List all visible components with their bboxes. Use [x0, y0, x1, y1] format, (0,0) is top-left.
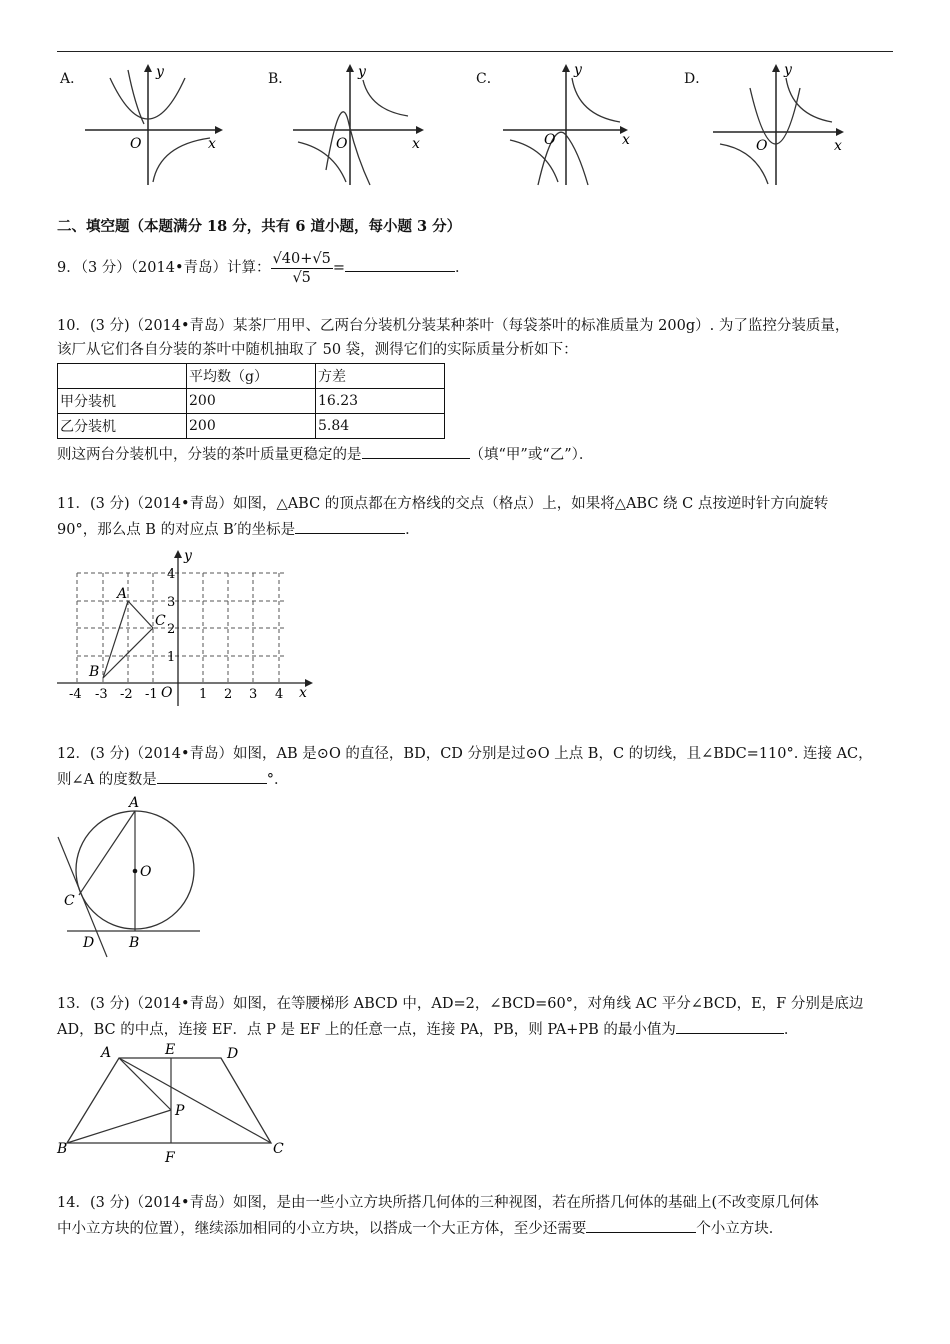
q13-line2 [57, 1019, 798, 1040]
q14-line2-suffix: 个小立方块． [696, 1221, 784, 1237]
table-cell: 乙分装机 [58, 414, 187, 439]
q12-line2-prefix: 则∠A 的度数是 [57, 772, 157, 788]
y-axis-label: y [784, 62, 792, 78]
q13-answer-blank[interactable] [676, 1019, 784, 1034]
q11-grid-figure [55, 548, 325, 708]
point-label-d: D [83, 935, 95, 951]
q12-line2 [57, 769, 288, 790]
table-cell: 200 [187, 414, 316, 439]
q13-trapezoid-figure [55, 1040, 295, 1168]
x-tick: -1 [145, 687, 158, 702]
q14-line1: 14．(3 分)（2014•青岛）如图，是由一些小立方块所搭几何体的三种视图，若在所搭几何体的基础上(不改变原几何体 [57, 1195, 819, 1211]
point-label-e: E [165, 1042, 176, 1058]
q10-line3-suffix: （填“甲”或“乙”）． [469, 447, 594, 463]
q14-answer-blank[interactable] [586, 1218, 696, 1233]
q10-answer-blank[interactable] [362, 444, 470, 459]
x-axis-label: x [412, 136, 420, 152]
option-b-graph [288, 60, 438, 190]
q13-line1: 13．(3 分)（2014•青岛）如图，在等腰梯形 ABCD 中，AD=2，∠BCD=60°，对角线 AC 平分∠BCD，E，F 分别是底边 [57, 996, 864, 1012]
q9-prefix: 9．（3 分）（2014•青岛）计算： [57, 260, 271, 276]
point-label-b: B [129, 935, 140, 951]
y-axis-label: y [156, 64, 164, 80]
point-label-a: A [129, 795, 140, 811]
q14-line2-prefix: 中小立方块的位置），继续添加相同的小立方块，以搭成一个大正方体，至少还需要 [57, 1221, 587, 1237]
origin-label: O [336, 136, 348, 152]
point-label-d: D [227, 1046, 239, 1062]
q14-line2 [57, 1218, 783, 1239]
table-header-row [58, 364, 445, 389]
q10-table [57, 363, 445, 439]
q9-fraction [271, 250, 333, 287]
y-tick: 4 [167, 567, 176, 582]
point-label-a: A [101, 1045, 112, 1061]
q11-line2-prefix: 90°，那么点 B 的对应点 B′的坐标是 [57, 522, 296, 538]
point-label-c: C [64, 893, 75, 909]
y-axis-label: y [184, 548, 192, 564]
q9-answer-blank[interactable] [345, 257, 455, 272]
table-cell: 5.84 [316, 414, 445, 439]
q11-answer-blank[interactable] [295, 519, 405, 534]
q11-line2-suffix: ． [405, 522, 420, 538]
q12-line2-suffix: °． [266, 772, 289, 788]
x-tick: 4 [275, 687, 284, 702]
y-axis-label: y [358, 64, 366, 80]
table-header-cell: 平均数（g） [187, 364, 316, 389]
q10-line2: 该厂从它们各自分装的茶叶中随机抽取了 50 袋，测得它们的实际质量分析如下： [57, 342, 578, 358]
q13-line2-suffix: ． [783, 1022, 799, 1038]
q12-answer-blank[interactable] [157, 769, 267, 784]
q10-line1: 10．(3 分)（2014•青岛）某茶厂用甲、乙两台分装机分装某种茶叶（每袋茶叶的标准质量为 200g）. 为了监控分装质量， [57, 318, 850, 334]
table-header-cell: 方差 [316, 364, 445, 389]
q10-line3 [57, 444, 593, 465]
option-d-label: D． [684, 71, 710, 87]
x-tick: 3 [249, 687, 258, 702]
option-c-graph [498, 60, 648, 190]
header-rule [57, 51, 893, 52]
table-header-cell [58, 364, 187, 389]
x-tick: -2 [120, 687, 133, 702]
origin-label: O [161, 685, 173, 701]
x-tick: 1 [199, 687, 208, 702]
x-tick: -4 [69, 687, 82, 702]
question-9 [57, 246, 469, 290]
point-label-b: B [89, 664, 100, 680]
point-label-o: O [140, 864, 152, 880]
x-tick: -3 [95, 687, 108, 702]
section-heading: 二、填空题（本题满分 18 分，共有 6 道小题，每小题 3 分） [57, 218, 462, 235]
point-label-b: B [57, 1141, 68, 1157]
y-axis-label: y [574, 62, 582, 78]
x-tick: 2 [224, 687, 233, 702]
option-a-graph [80, 60, 230, 190]
table-cell: 200 [187, 389, 316, 414]
x-axis-label: x [299, 685, 307, 701]
option-c-label: C． [476, 71, 501, 87]
x-axis-label: x [208, 136, 216, 152]
q9-suffix: ． [454, 260, 470, 276]
origin-label: O [756, 138, 768, 154]
table-cell: 16.23 [316, 389, 445, 414]
table-row [58, 414, 445, 439]
table-cell: 甲分装机 [58, 389, 187, 414]
point-label-c: C [155, 613, 166, 629]
origin-label: O [544, 132, 556, 148]
q9-numerator: √40+√5 [272, 250, 331, 267]
q11-line1: 11．(3 分)（2014•青岛）如图，△ABC 的顶点都在方格线的交点（格点）上，如果将△ABC 绕 C 点按逆时针方向旋转 [57, 496, 829, 512]
origin-label: O [130, 136, 142, 152]
q12-circle-figure [55, 795, 215, 960]
q13-line2-prefix: AD，BC 的中点，连接 EF．点 P 是 EF 上的任意一点，连接 PA，PB，则 PA+PB 的最小值为 [57, 1022, 676, 1038]
q10-line3-prefix: 则这两台分装机中，分装的茶叶质量更稳定的是 [57, 447, 362, 463]
y-tick: 1 [167, 650, 176, 665]
q9-equals: = [332, 260, 345, 276]
table-row [58, 389, 445, 414]
point-label-f: F [165, 1150, 175, 1166]
option-a-label: A． [60, 71, 85, 87]
option-b-label: B． [268, 71, 293, 87]
point-label-p: P [175, 1103, 185, 1119]
q9-denominator: √5 [292, 269, 311, 286]
point-label-a: A [117, 586, 128, 602]
x-axis-label: x [834, 138, 842, 154]
y-tick: 3 [167, 595, 176, 610]
x-axis-label: x [622, 132, 630, 148]
point-label-c: C [273, 1141, 284, 1157]
q11-line2 [57, 519, 420, 540]
option-d-graph [708, 60, 858, 190]
y-tick: 2 [167, 622, 176, 637]
q12-line1: 12．(3 分)（2014•青岛）如图，AB 是⊙O 的直径，BD，CD 分别是过⊙O 上点 B，C 的切线，且∠BDC=110°. 连接 AC， [57, 746, 873, 762]
